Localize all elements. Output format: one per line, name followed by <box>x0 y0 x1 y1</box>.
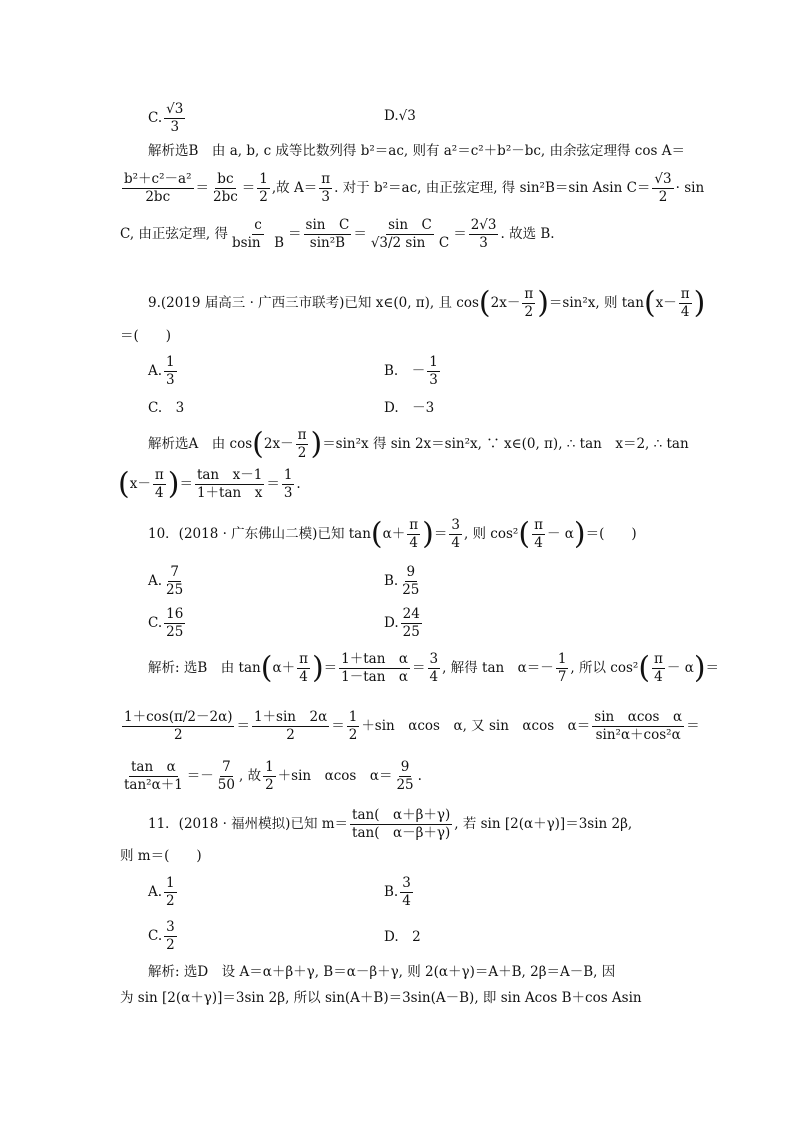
q10-option-c: C. $\frac{16}{25}$ <box>148 606 184 640</box>
q8-option-c <box>148 102 187 135</box>
q9-stem-line1: 9.(2019 届高三 · 广西三市联考)已知 x∈(0, π), 且 cos(2x－ $\frac{\pi}{2}$ )＝sin²x, 则 tan(x－ $\frac{\pi}{4}$ ) <box>148 285 706 321</box>
q11-option-a: A. $\frac{1}{2}$ <box>148 875 175 909</box>
q9-solution-line1: 解析选A 由 cos(2x－ $\frac{\pi}{2}$ )＝sin²x 得 sin 2x＝sin²x, ∵ x∈(0, π), ∴ tan x＝2, ∴ tan <box>148 426 689 462</box>
q11-option-d: D. 2 <box>384 929 421 945</box>
q11-option-c: C. $\frac{3}{2}$ <box>148 919 175 953</box>
q8-solution-line2: $\frac{\text{b²＋c²－a²}}{2bc}$ ＝ $\frac{bc}{2bc}$ ＝ $\frac{1}{2}$ ,故 A＝ $\frac{\pi}{3}$ . 对于 b²＝ac, 由正弦定理, 得 sin²B＝sin Asin C＝ $\frac{√3}{2}$ · sin <box>124 171 705 205</box>
q11-solution-line1: 解析: 选D 设 A＝α＋β＋γ, B＝α－β＋γ, 则 2(α＋γ)＝A＋B, 2β＝A－B, 因 <box>148 964 616 980</box>
q11-stem-line2: 则 m＝( ) <box>120 848 202 864</box>
q8-option-d: D.√3 <box>384 108 416 124</box>
q9-stem-line2: ＝( ) <box>120 328 172 344</box>
q8-solution-line1: 解析选B 由 a, b, c 成等比数列得 b²＝ac, 则有 a²＝c²＋b²－bc, 由余弦定理得 cos A＝ <box>148 143 685 159</box>
q10-solution-line3: $\frac{\text{tan α}}{\text{tan²α＋1}}$ ＝－ $\frac{7}{50}$ , 故 $\frac{1}{2}$ ＋sin αcos α＝ $\frac{9}{25}$ . <box>124 759 422 793</box>
q10-option-a: A. $\frac{7}{25}$ <box>148 564 184 598</box>
q11-stem-line1: 11．(2018 · 福州模拟)已知 m＝ $\frac{\tan( \alpha+\beta+\gamma)}{\tan( \alpha-\beta+\gamma)}$ , 若 sin [2(α＋γ)]＝3sin 2β, <box>148 807 633 841</box>
q10-option-b: B. $\frac{9}{25}$ <box>384 564 420 598</box>
q9-option-d: D. －3 <box>384 400 435 416</box>
q9-option-a: A. $\frac{1}{3}$ <box>148 354 175 388</box>
q9-solution-line2: (x－ $\frac{\pi}{4}$ )＝ $\frac{\text{tan x－1}}{\text{1＋tan x}}$ ＝ $\frac{1}{3}$ . <box>118 466 301 502</box>
q9-option-c: C. 3 <box>148 400 185 416</box>
q11-solution-line2: 为 sin [2(α＋γ)]＝3sin 2β, 所以 sin(A＋B)＝3sin(A－B), 即 sin Acos B＋cos Asin <box>120 990 642 1006</box>
q10-solution-line2: $\frac{1+\cos(\pi/2-2\alpha)}{2}$ ＝ $\frac{1+\sin 2\alpha}{2}$ ＝ $\frac{1}{2}$ ＋sin αcos α, 又 sin αcos α＝ $\frac{\text{sin αcos α}}{\text{sin²α＋cos²α}}$ ＝ <box>124 709 700 743</box>
q10-stem: 10．(2018 · 广东佛山二模)已知 tan(α＋ $\frac{\pi}{4}$ )＝ $\frac{3}{4}$ , 则 cos²( $\frac{\pi}{4}$ － α)＝( ) <box>148 516 637 552</box>
q10-option-d: D. $\frac{24}{25}$ <box>384 606 420 640</box>
q9-option-b: B. － $\frac{1}{3}$ <box>384 354 438 388</box>
q10-solution-line1: 解析: 选B 由 tan(α＋ $\frac{\pi}{4}$ )＝ $\frac{\text{1＋tan α}}{\text{1－tan α}}$ ＝ $\frac{3}{4}$ , 解得 tan α＝－ $\frac{1}{7}$ , 所以 cos²( $\frac{\pi}{4}$ － α)＝ <box>148 650 720 686</box>
q11-option-b: B. $\frac{3}{4}$ <box>384 875 411 909</box>
fraction: $\frac{√3}{3}$ <box>166 101 184 135</box>
q8-solution-line3: C, 由正弦定理, 得 $\frac{c}{\text{bsin B}}$ ＝ $\frac{\text{sin C}}{\text{sin²B}}$ ＝ $\frac{\text{sin C}}{\text{√3/2 sin C}}$ ＝ $\frac{2√3}{3}$ . 故选 B. <box>120 217 555 251</box>
option-label: C. <box>148 109 163 126</box>
